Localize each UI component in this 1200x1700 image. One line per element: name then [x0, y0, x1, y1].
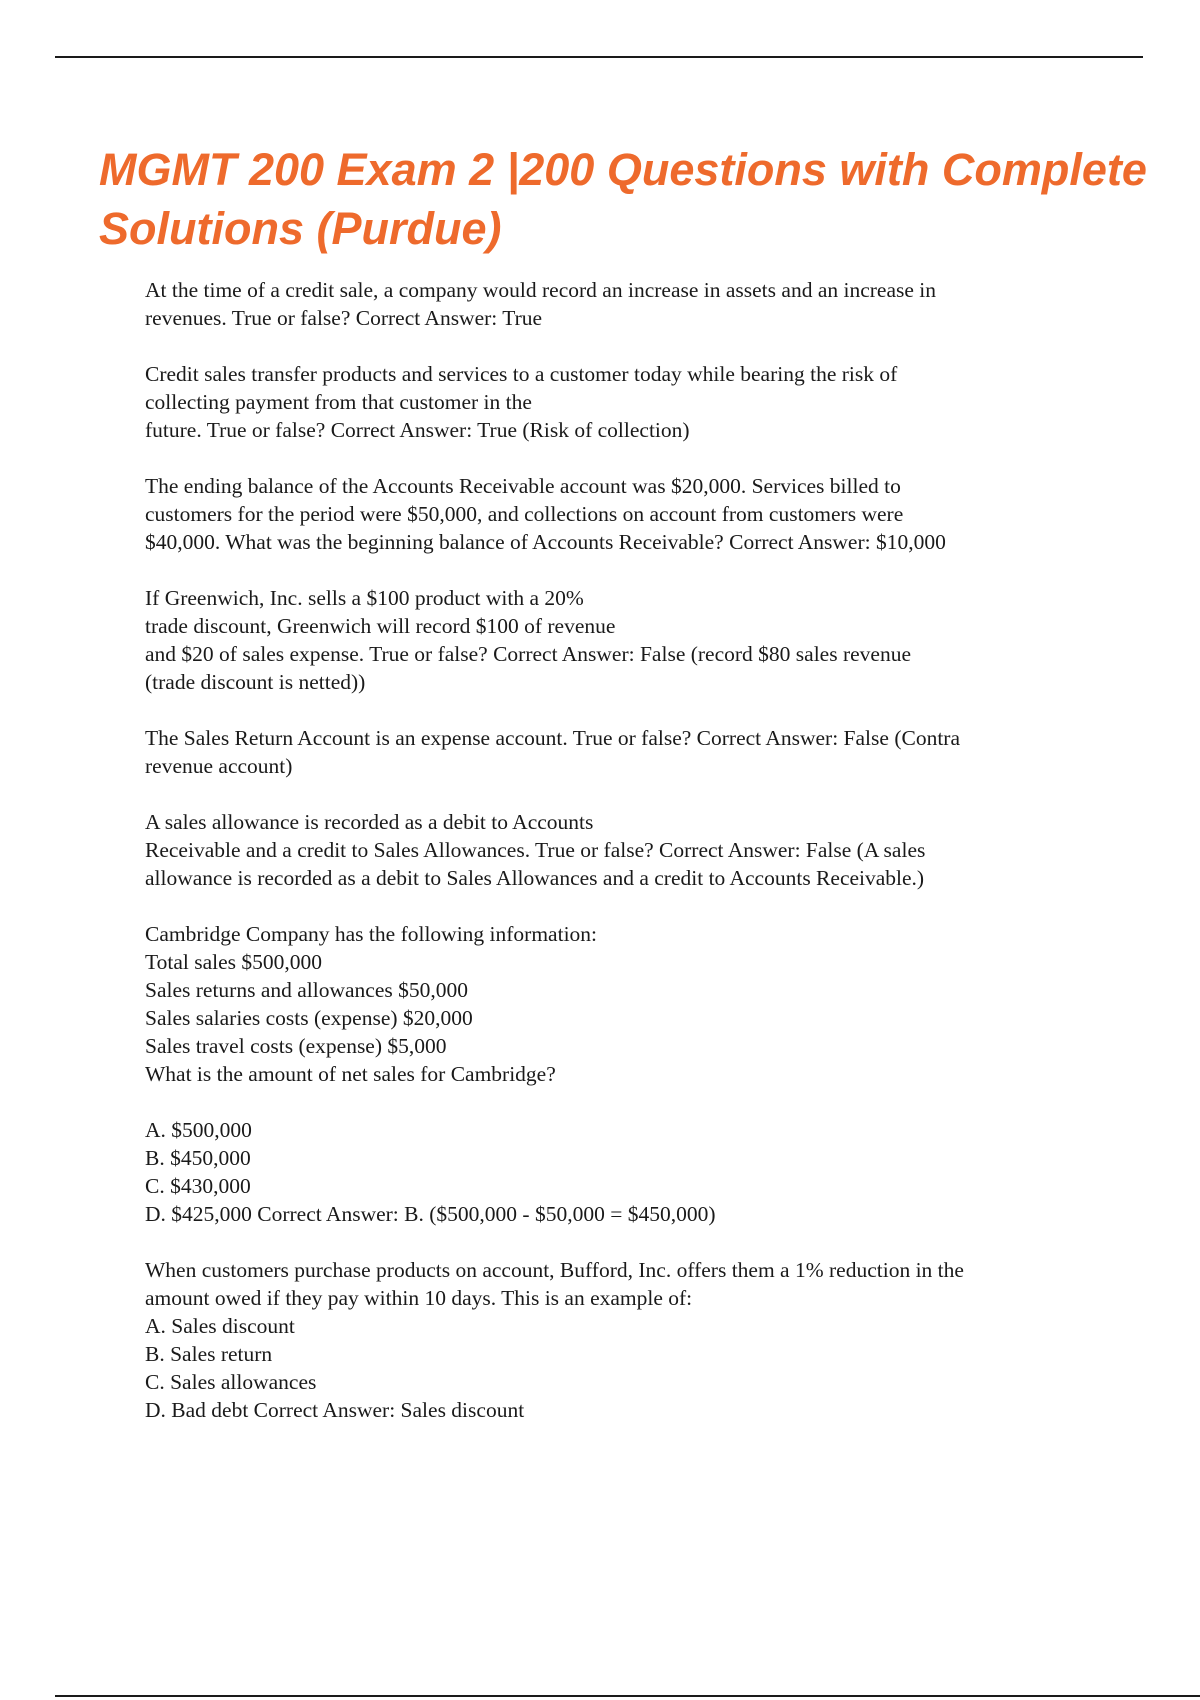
- option-line: A. $500,000: [145, 1118, 252, 1142]
- text-line: future. True or false? Correct Answer: True (Risk of collection): [145, 418, 690, 442]
- title-line: Solutions (Purdue): [99, 203, 502, 254]
- text-line: $40,000. What was the beginning balance of Accounts Receivable? Correct Answer: $10,000: [145, 530, 946, 554]
- text-line: (trade discount is netted)): [145, 670, 366, 694]
- text-line: Receivable and a credit to Sales Allowances. True or false? Correct Answer: False (A sales: [145, 838, 926, 862]
- document-title: [99, 140, 1200, 258]
- text-line: revenue account): [145, 754, 293, 778]
- option-line: D. $425,000 Correct Answer: B. ($500,000 - $50,000 = $450,000): [145, 1202, 716, 1226]
- option-line: C. Sales allowances: [145, 1370, 317, 1394]
- text-line: Sales travel costs (expense) $5,000: [145, 1034, 447, 1058]
- text-line: What is the amount of net sales for Cambridge?: [145, 1062, 556, 1086]
- text-line: If Greenwich, Inc. sells a $100 product with a 20%: [145, 586, 584, 610]
- option-line: A. Sales discount: [145, 1314, 295, 1338]
- question-block: [145, 1256, 1085, 1424]
- text-line: amount owed if they pay within 10 days. This is an example of:: [145, 1286, 693, 1310]
- text-line: Sales salaries costs (expense) $20,000: [145, 1006, 473, 1030]
- bottom-rule: [55, 1695, 1200, 1697]
- text-line: The ending balance of the Accounts Receivable account was $20,000. Services billed to: [145, 474, 901, 498]
- text-line: revenues. True or false? Correct Answer: True: [145, 306, 543, 330]
- text-line: Cambridge Company has the following information:: [145, 922, 598, 946]
- top-rule: [55, 56, 1143, 58]
- option-line: B. $450,000: [145, 1146, 251, 1170]
- option-line: B. Sales return: [145, 1342, 273, 1366]
- answer-options: [145, 1116, 1085, 1228]
- question-block: [145, 808, 1085, 892]
- text-line: and $20 of sales expense. True or false? Correct Answer: False (record $80 sales revenue: [145, 642, 912, 666]
- title-line: MGMT 200 Exam 2 |200 Questions with Complete: [99, 144, 1147, 195]
- text-line: Credit sales transfer products and services to a customer today while bearing the risk of: [145, 362, 898, 386]
- option-line: D. Bad debt Correct Answer: Sales discount: [145, 1398, 525, 1422]
- question-block: [145, 472, 1085, 556]
- option-line: C. $430,000: [145, 1174, 251, 1198]
- text-line: Sales returns and allowances $50,000: [145, 978, 469, 1002]
- question-block: [145, 584, 1085, 696]
- text-line: A sales allowance is recorded as a debit to Accounts: [145, 810, 594, 834]
- text-line: When customers purchase products on account, Bufford, Inc. offers them a 1% reduction in the: [145, 1258, 964, 1282]
- text-line: Total sales $500,000: [145, 950, 323, 974]
- question-block: [145, 276, 1085, 332]
- question-block: [145, 360, 1085, 444]
- question-block: [145, 920, 1085, 1088]
- question-block: [145, 724, 1085, 780]
- text-line: trade discount, Greenwich will record $100 of revenue: [145, 614, 616, 638]
- text-line: collecting payment from that customer in the: [145, 390, 532, 414]
- text-line: At the time of a credit sale, a company would record an increase in assets and an increase in: [145, 278, 937, 302]
- text-line: allowance is recorded as a debit to Sales Allowances and a credit to Accounts Receivable.): [145, 866, 925, 890]
- document-body: [145, 276, 1085, 1452]
- text-line: customers for the period were $50,000, and collections on account from customers were: [145, 502, 904, 526]
- text-line: The Sales Return Account is an expense account. True or false? Correct Answer: False (Contra: [145, 726, 960, 750]
